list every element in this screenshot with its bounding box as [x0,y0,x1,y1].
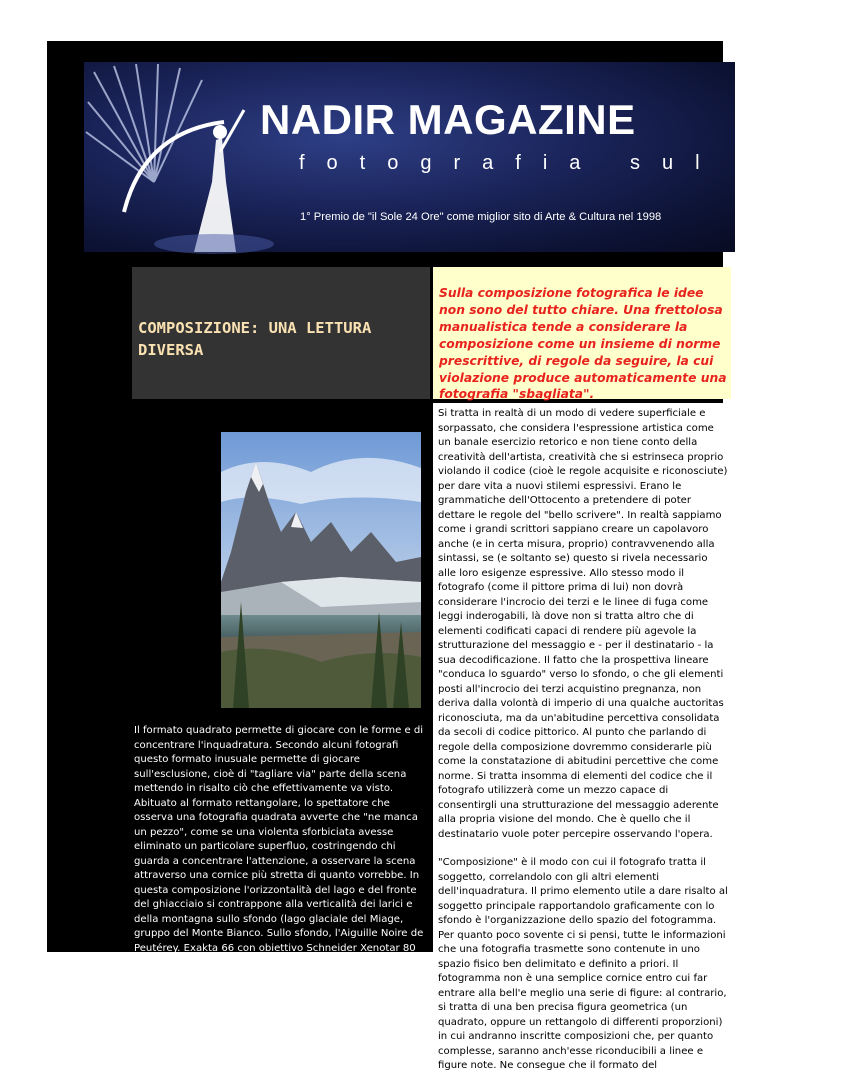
lead-text: Sulla composizione fotografica le idee non sono del tutto chiare. Una frettolosa manualistica tende a considerare la composizione come un insieme di norme prescrittive, di regole da seguire, la cui violazione produce automaticamente una fotografia "sbagliata". [439,286,727,402]
mountain-lake-photo [221,432,421,708]
magazine-subtitle: fotografia sul web [299,152,852,174]
photo-caption: Il formato quadrato permette di giocare con le forme e di concentrare l'inquadratura. Secondo alcuni fotografi questo formato inusuale permette di giocare sull'esclusione, cioè di "tagliare via" parte della scena mettendo in risalto ciò che effettivamente va visto. Abituato al formato rettangolare, lo spettatore che osserva una fotografia quadrata avverte che "ne manca un pezzo", come se una violenta sforbiciata avesse eliminato un particolare superfluo, costringendo chi guarda a concentrare l'attenzione, a osservare la scena attraverso una cornice più stretta di quanto vorrebbe. In questa composizione l'orizzontalità del lago e del fronte del ghiacciaio si contrappone alla verticalità dei larici e della montagna sullo sfondo (lago glaciale del Miage, gruppo del Monte Bianco. Sullo sfondo, l'Aiguille Noire de Peutérey. Exakta 66 con obiettivo Schneider Xenotar 80 mm f/2,8. Pellicola Fuji Provia 100). [134,725,424,968]
award-text: 1° Premio de "il Sole 24 Ore" come miglior sito di Arte & Cultura nel 1998 [300,211,662,223]
magazine-title: NADIR MAGAZINE [260,96,636,143]
article-body [433,403,731,1071]
lead-box [433,267,731,402]
article-title-box [132,267,430,399]
body-paragraph-1: Si tratta in realtà di un modo di vedere superficiale e sorpassato, che considera l'espressione artistica come un banale esercizio retorico e non tiene conto della creatività dell'artista, creatività che si estrinseca proprio violando il codice (cioè le regole acquisite e riconosciute) per dare vita a nuovi stilemi espressivi. Erano le grammatiche dell'Ottocento a pretendere di poter dettare le regole del "bello scrivere". In realtà sappiamo come i grandi scrittori sappiano creare un capolavoro anche (e in certa misura, proprio) contravvenendo alla sintassi, se (e soltanto se) questo si rivela necessario alle loro esigenze espressive. Allo stesso modo il fotografo (come il pittore prima di lui) non dovrà considerare l'incrocio dei terzi e le linee di fuga come leggi inderogabili, là dove non si tratta altro che di elementi codificati capaci di rendere più agevole la strutturazione del messaggio e - per il destinatario - la sua decodificazione. Il fatto che la prospettiva lineare "conduca lo sguardo" verso lo sfondo, o che gli elementi posti all'incrocio dei terzi acquistino pregnanza, non deriva dalla volontà di imperio di una qualche auctoritas riconosciuta, ma da un'abitudine percettiva consolidata da secoli di codice pittorico. Al punto che parlando di regole della composizione dovremmo considerarle più come la constatazione di abitudini percettive che come norme. Si tratta insomma di elementi del codice che il fotografo utilizzerà come un mezzo capace di consentirgli una strutturazione del messaggio aderente alla propria visione del mondo. Che è quello che il destinatario vuole poter percepire osservando l'opera. [438,408,728,840]
magazine-banner[interactable] [84,62,852,252]
article-title: COMPOSIZIONE: UNA LETTURA DIVERSA [138,319,372,359]
magazine-page [47,41,852,1071]
body-paragraph-2: "Composizione" è il modo con cui il fotografo tratta il soggetto, correlandolo con gli altri elementi dell'inquadratura. Il primo elemento utile a dare risalto al soggetto principale rapportandolo graficamente con lo sfondo è l'organizzazione dello spazio del fotogramma. Per quanto poco sovente ci si pensi, tutte le informazioni che una fotografia trasmette sono contenute in uno spazio fisico ben delimitato e definito a priori. Il fotogramma non è una semplice cornice entro cui far entrare alla bell'e meglio una serie di figure: al contrario, si tratta di una ben precisa figura geometrica (un quadrato, oppure un rettangolo di differenti proporzioni) in cui andranno inscritte composizioni che, per quanto complesse, saranno anch'esse riconducibili a linee e figure note. Ne consegue che il formato del [438,857,728,1071]
